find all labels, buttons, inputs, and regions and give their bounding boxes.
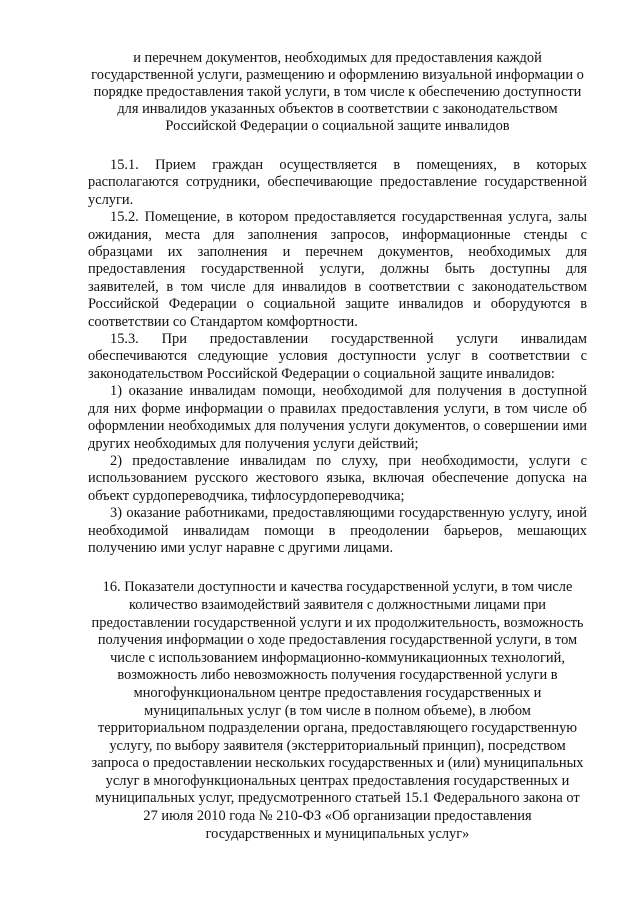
section-heading-15: [88, 50, 587, 135]
heading-line: получения информации о ходе предоставления государственной услуги, в том: [97, 632, 578, 649]
heading-line: числе с использованием информационно-коммуникационных технологий,: [110, 649, 565, 666]
heading-line: предоставлении государственной услуги и их продолжительность, возможность: [91, 614, 584, 631]
heading-line: порядке предоставления такой услуги, в том числе к обеспечению доступности: [93, 84, 582, 100]
heading-line: для инвалидов указанных объектов в соответствии с законодательством: [117, 101, 558, 117]
heading-line: услугу, по выбору заявителя (экстерриториальный принцип), посредством: [109, 737, 566, 754]
heading-line: 16. Показатели доступности и качества государственной услуги, в том числе: [102, 579, 573, 596]
heading-line: муниципальных услуг, предусмотренного статьей 15.1 Федерального закона от: [95, 790, 580, 807]
spacer: [88, 135, 587, 157]
heading-line: услуг в многофункциональных центрах предоставления государственных и: [105, 772, 570, 789]
section-heading-16: [88, 579, 587, 843]
heading-line: Российской Федерации о социальной защите инвалидов: [165, 118, 510, 134]
paragraph-15-1: 15.1. Прием граждан осуществляется в помещениях, в которых располагаются сотрудники, обеспечивающие предоставление государственной услуги.: [88, 157, 587, 208]
document-page: [88, 50, 587, 843]
heading-line: муниципальных услуг (в том числе в полном объеме), в любом: [144, 702, 531, 719]
list-item-3: 3) оказание работниками, предоставляющими государственную услугу, иной необходимой инвалидам помощи в преодолении барьеров, мешающих получению ими услуг наравне с другими лицами.: [88, 505, 587, 556]
list-item-2: 2) предоставление инвалидам по слуху, при необходимости, услуги с использованием русского жестового языка, включая обеспечение допуска на объект сурдопереводчика, тифлосурдопереводчика;: [88, 452, 587, 504]
heading-line: 27 июля 2010 года № 210-ФЗ «Об организации предоставления: [143, 808, 532, 825]
heading-line: и перечнем документов, необходимых для предоставления каждой: [133, 50, 542, 66]
heading-line: государственных и муниципальных услуг»: [205, 825, 470, 842]
heading-line: возможность либо невозможность получения государственной услуги в: [117, 667, 558, 684]
spacer: [88, 557, 587, 579]
list-item-1: 1) оказание инвалидам помощи, необходимой для получения в доступной для них форме информации о правилах предоставления услуги, в том числе об оформлении необходимых для получения услуги документов, о совершении ими других необходимых для получения услуги действий;: [88, 383, 587, 452]
heading-line: количество взаимодействий заявителя с должностными лицами при: [128, 596, 546, 613]
heading-line: территориальном подразделении органа, предоставляющего государственную: [97, 720, 578, 737]
paragraph-15-2: 15.2. Помещение, в котором предоставляется государственная услуга, залы ожидания, места для заполнения запросов, информационные стенды с образцами их заполнения и перечнем документов, необходимых для предоставления государственной услуги, должны быть доступны для заявителей, в том числе для инвалидов в соответствии с законодательством Российской Федерации о социальной защите инвалидов и оборудуются в соответствии со Стандартом комфортности.: [88, 209, 587, 330]
paragraph-15-3: 15.3. При предоставлении государственной услуги инвалидам обеспечиваются следующие условия доступности услуг в соответствии с законодательством Российской Федерации о социальной защите инвалидов:: [88, 331, 587, 382]
heading-line: запроса о предоставлении нескольких государственных и (или) муниципальных: [91, 755, 584, 772]
heading-line: государственной услуги, размещению и оформлению визуальной информации о: [91, 67, 584, 83]
heading-line: многофункциональном центре предоставления государственных и: [133, 684, 542, 701]
